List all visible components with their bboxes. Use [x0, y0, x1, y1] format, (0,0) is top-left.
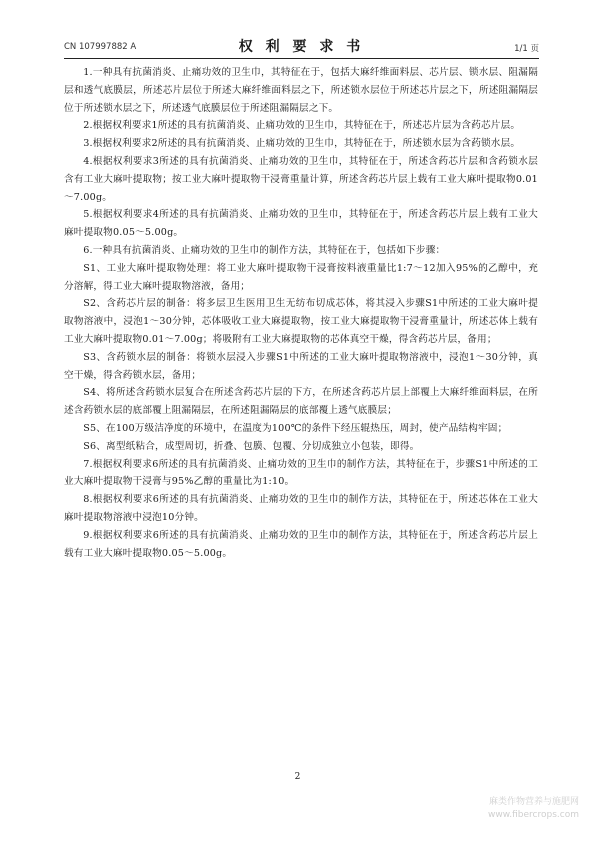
claim-6-step-s2: S2、含药芯片层的制备：将多层卫生医用卫生无纺布切成芯体，将其浸入步骤S1中所述的工业大麻叶提取物溶液中，浸泡1～30分钟，芯体吸收工业大麻提取物，按工业大麻提取物干浸膏重量计，所述芯体上载有工业大麻叶提取物0.01～7.00g；将吸附有工业大麻提取物的芯体真空干燥，得含药芯片层，备用； [64, 298, 538, 345]
page-number: 2 [294, 772, 301, 782]
claim-5: 5.根据权利要求4所述的具有抗菌消炎、止痛功效的卫生巾，其特征在于，所述含药芯片层上载有工业大麻叶提取物0.05～5.00g。 [64, 209, 538, 239]
claim-2: 2.根据权利要求1所述的具有抗菌消炎、止痛功效的卫生巾，其特征在于，所述芯片层为含药芯片层。 [83, 120, 521, 132]
claim-6-step-s6: S6、离型纸粘合，成型周切，折叠、包膜、包覆、分切成独立小包装，即得。 [83, 440, 420, 452]
watermark [488, 796, 579, 822]
claim-3: 3.根据权利要求2所述的具有抗菌消炎、止痛功效的卫生巾，其特征在于，所述锁水层为含药锁水层。 [83, 138, 521, 150]
watermark-title: 麻类作物营养与施肥网 [488, 797, 579, 807]
header-divider [64, 58, 539, 59]
claim-9: 9.根据权利要求6所述的具有抗菌消炎、止痛功效的卫生巾的制作方法，其特征在于，所述含药芯片层上载有工业大麻叶提取物0.05～5.00g。 [64, 529, 538, 559]
claim-4: 4.根据权利要求3所述的具有抗菌消炎、止痛功效的卫生巾，其特征在于，所述含药芯片层和含药锁水层含有工业大麻叶提取物；按工业大麻叶提取物干浸膏重量计算，所述含药芯片层上载有工业大麻叶提取物0.01～7.00g。 [64, 155, 538, 203]
claim-1: 1.一种具有抗菌消炎、止痛功效的卫生巾，其特征在于，包括大麻纤维面料层、芯片层、锁水层、阻漏隔层和透气底膜层，所述芯片层位于所述大麻纤维面料层之下，所述锁水层位于所述芯片层之下，所述阻漏隔层位于所述锁水层之下，所述透气底膜层位于所述阻漏隔层之下。 [64, 67, 538, 114]
claim-6-step-s3: S3、含药锁水层的制备：将锁水层浸入步骤S1中所述的工业大麻叶提取物溶液中，浸泡1～30分钟，真空干燥，得含药锁水层，备用； [64, 351, 538, 381]
document-number: CN 107997882 A [64, 42, 137, 52]
claim-6-step-s5: S5、在100万级洁净度的环境中，在温度为100℃的条件下经压辊热压，周封，使产品结构牢固； [83, 422, 508, 434]
claim-7: 7.根据权利要求6所述的具有抗菌消炎、止痛功效的卫生巾的制作方法，其特征在于，步骤S1中所述的工业大麻叶提取物干浸膏与95%乙醇的重量比为1:10。 [64, 458, 538, 488]
page-header [64, 36, 539, 56]
page-title: 权 利 要 求 书 [238, 39, 365, 55]
claim-6-step-s4: S4、将所述含药锁水层复合在所述含药芯片层的下方，在所述含药芯片层上部覆上大麻纤维面料层，在所述含药锁水层的底部覆上阻漏隔层，在所述阻漏隔层的底部覆上透气底膜层； [64, 387, 538, 417]
watermark-url: www.fibercrops.com [488, 810, 579, 820]
claim-6-step-s1: S1、工业大麻叶提取物处理：将工业大麻叶提取物干浸膏按料液重量比1:7～12加入95%的乙醇中，充分溶解，得工业大麻叶提取物溶液，备用； [64, 262, 538, 292]
claim-8: 8.根据权利要求6所述的具有抗菌消炎、止痛功效的卫生巾的制作方法，其特征在于，所述芯体在工业大麻叶提取物溶液中浸泡10分钟。 [64, 494, 538, 523]
claim-6: 6.一种具有抗菌消炎、止痛功效的卫生巾的制作方法，其特征在于，包括如下步骤： [83, 244, 446, 256]
claims-body [64, 64, 538, 562]
page-info: 1/1 页 [514, 44, 539, 54]
